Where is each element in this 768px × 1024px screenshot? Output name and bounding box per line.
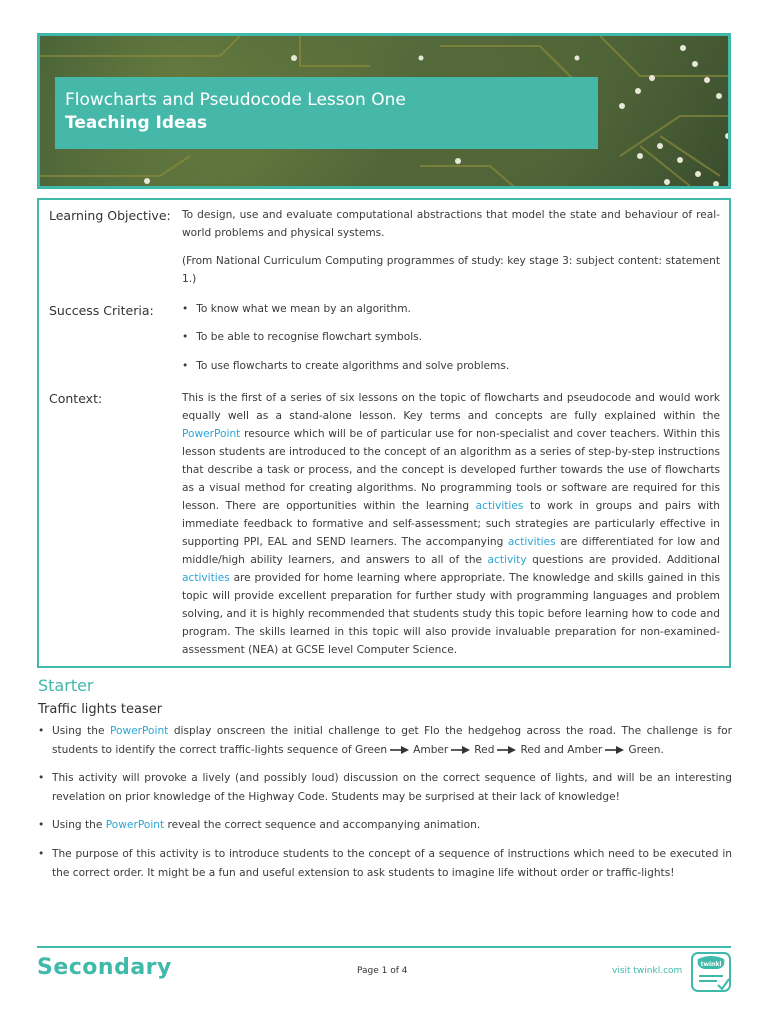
success-criteria-label: Success Criteria: <box>49 303 154 318</box>
activities-link[interactable]: activities <box>475 500 524 512</box>
badge-text: twinkl <box>700 961 722 968</box>
context-part: questions are provided. Additional <box>532 554 721 566</box>
starter-bullet: • This activity will provoke a lively (and possibly loud) discussion on the correct sequence of lights, and will be an interesting revelation on prior knowledge of the Highway Code. Students may be surprised at their lack of knowledge! <box>38 769 732 807</box>
context-text <box>182 389 720 659</box>
header-banner <box>37 33 731 189</box>
starter-bullet <box>38 722 732 760</box>
context-part: This is the first of a series of six lessons on the topic of flowcharts and pseudocode and would work equally well as a stand-alone lesson. Key terms and concepts are fully explained within the <box>182 392 720 422</box>
objectives-box <box>37 198 731 668</box>
source-note: (From National Curriculum Computing programmes of study: key stage 3: subject content: statement 1.) <box>182 255 720 285</box>
sequence-step: Red and Amber <box>520 744 603 756</box>
starter-bullet <box>38 816 732 835</box>
success-criterion: • To be able to recognise flowchart symbols. <box>182 331 422 343</box>
starter-subheading: Traffic lights teaser <box>38 702 163 717</box>
powerpoint-link[interactable]: PowerPoint <box>182 428 241 440</box>
lesson-title: Flowcharts and Pseudocode Lesson One <box>65 90 406 110</box>
context-part: are provided for home learning where appropriate. The knowledge and skills gained in this topic will provide excellent preparation for further study with programming languages and problem solving, and it is highly recommended that students study this topic before learning how to code and program. The skills learned in this topic will also provide invaluable preparation for non-examined-assessment (NEA) at GCSE level Computer Science. <box>182 572 720 656</box>
arrow-right-icon <box>605 745 625 755</box>
secondary-logo: Secondary <box>37 955 172 980</box>
learning-objective-text: To design, use and evaluate computational abstractions that model the state and behaviour of real-world problems and physical systems. <box>182 209 720 239</box>
lesson-subtitle: Teaching Ideas <box>65 113 208 133</box>
context-part: to work in groups and pairs with immediate feedback to formative and self-assessment; such strategies are particularly effective in supporting PPI, EAL and SEND learners. The accompanying <box>182 500 720 548</box>
powerpoint-link[interactable]: PowerPoint <box>105 819 165 831</box>
arrow-right-icon <box>451 745 471 755</box>
banner-title-box <box>55 77 598 149</box>
sequence-step: Red <box>474 744 495 756</box>
text-part: reveal the correct sequence and accompanying animation. <box>167 819 481 831</box>
sequence-step: Amber <box>413 744 449 756</box>
footer-divider <box>37 946 731 948</box>
text-part: Using the <box>52 819 103 831</box>
learning-objective-label: Learning Objective: <box>49 208 171 223</box>
page-number: Page 1 of 4 <box>357 966 408 976</box>
powerpoint-link[interactable]: PowerPoint <box>110 725 169 737</box>
twinkl-badge-icon <box>690 951 732 993</box>
success-criterion: • To know what we mean by an algorithm. <box>182 303 411 315</box>
text-part: display onscreen the initial challenge to get Flo the hedgehog across the road. The challenge is for students to identify the correct traffic-lights sequence of Green <box>52 725 732 756</box>
activities-link[interactable]: activities <box>182 572 230 584</box>
starter-bullet: • The purpose of this activity is to introduce students to the concept of a sequence of instructions which need to be executed in the correct order. It might be a fun and useful extension to ask students to imagine life without order or traffic-lights! <box>38 845 732 883</box>
activity-link[interactable]: activity <box>487 554 527 566</box>
context-part: resource which will be of particular use for non-specialist and cover teachers. Within this lesson students are introduced to the concept of an algorithm as a series of step-by-step instructions that describe a task or process, and the concept is developed further towards the use of flowcharts as a visual method for creating algorithms. No programming tools or software are required for this lesson. There are opportunities within the learning <box>182 428 721 512</box>
context-part: are differentiated for low and middle/high ability learners, and answers to all of the <box>182 536 720 566</box>
arrow-right-icon <box>390 745 410 755</box>
arrow-right-icon <box>497 745 517 755</box>
activities-link[interactable]: activities <box>507 536 556 548</box>
starter-heading: Starter <box>38 676 94 695</box>
context-label: Context: <box>49 391 103 406</box>
success-criterion: • To use flowcharts to create algorithms and solve problems. <box>182 360 509 372</box>
visit-link[interactable]: visit twinkl.com <box>612 966 683 976</box>
text-part: Using the <box>52 725 105 737</box>
sequence-step: Green. <box>628 744 664 756</box>
